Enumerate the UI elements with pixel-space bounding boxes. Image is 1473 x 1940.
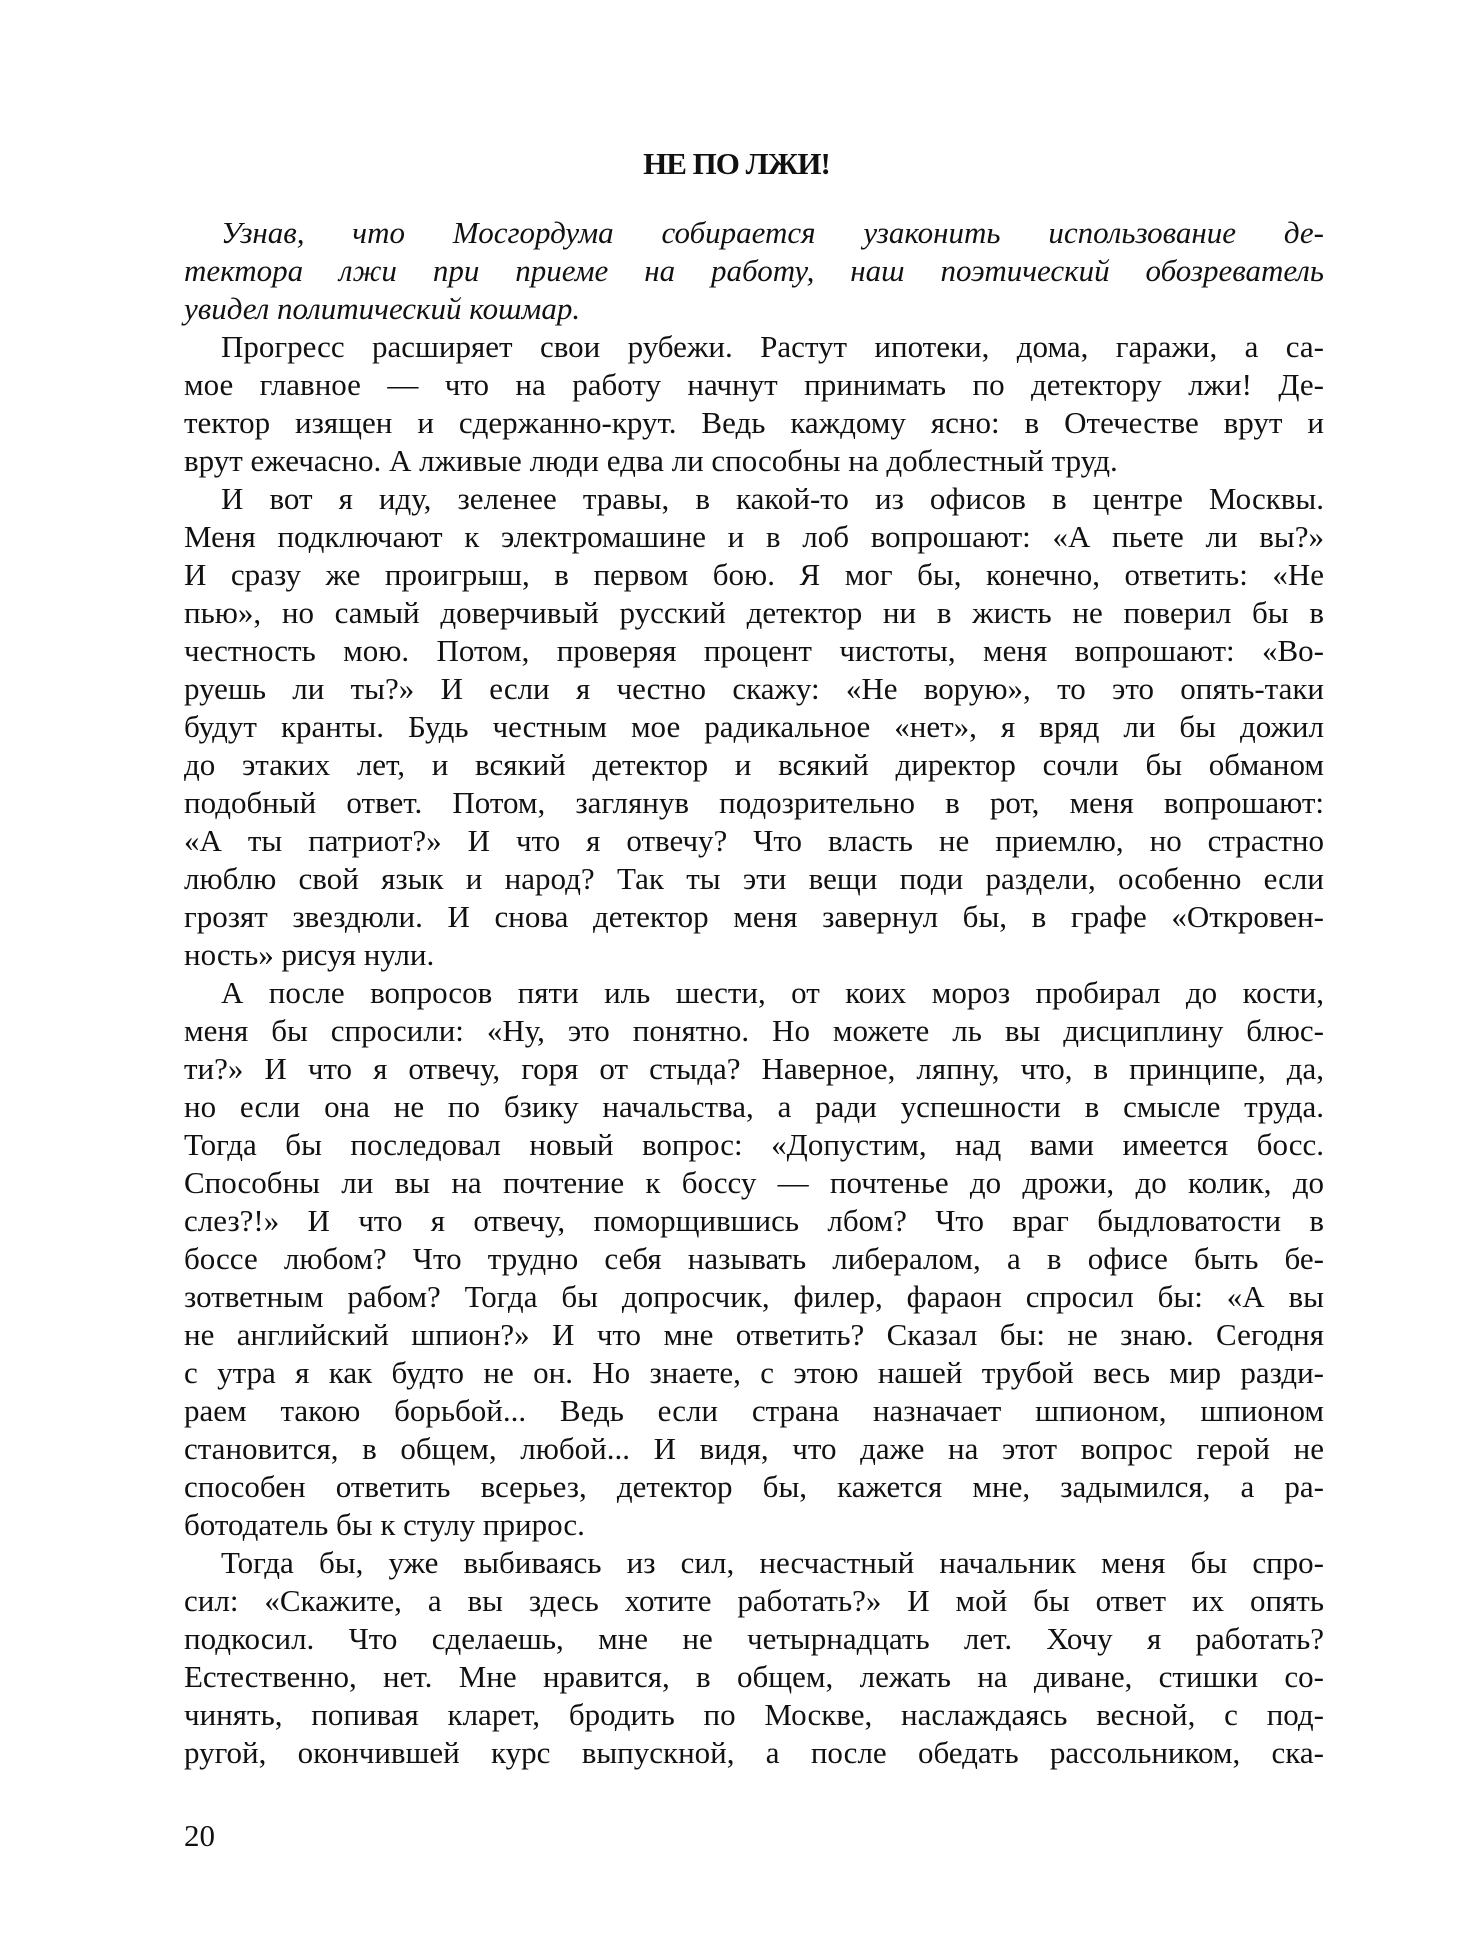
text-line: чинять, попивая кларет, бродить по Москве, наслаждаясь весной, с под- [184,1697,1324,1732]
text-line: врут ежечасно. А лживые люди едва ли способны на доблестный труд. [184,443,1118,478]
text-line: А после вопросов пяти иль шести, от коих мороз пробирал до кости, [221,975,1324,1010]
text-line: сил: «Скажите, а вы здесь хотите работать?» И мой бы ответ их опять [184,1583,1324,1618]
article-title: НЕ ПО ЛЖИ! [643,146,830,181]
text-line: Меня подключают к электромашине и в лоб вопрошают: «А пьете ли вы?» [184,519,1324,554]
text-line: ботодатель бы к стулу прирос. [184,1507,585,1542]
text-line: раем такою борьбой... Ведь если страна назначает шпионом, шпионом [184,1393,1324,1428]
text-line: увидел политический кошмар. [184,291,581,326]
text-line: тектор изящен и сдержанно-крут. Ведь каждому ясно: в Отечестве врут и [184,405,1324,440]
text-line: «А ты патриот?» И что я отвечу? Что власть не приемлю, но страстно [184,823,1324,858]
lead-paragraph [184,214,1324,328]
text-line: люблю свой язык и народ? Так ты эти вещи поди раздели, особенно если [184,861,1324,896]
text-line: честность мою. Потом, проверяя процент чистоты, меня вопрошают: «Во- [184,633,1324,668]
text-line: Способны ли вы на почтение к боссу — почтенье до дрожи, до колик, до [184,1165,1324,1200]
page-number: 20 [184,1818,215,1853]
text-line: будут кранты. Будь честным мое радикальное «нет», я вряд ли бы дожил [184,709,1324,744]
text-line: пью», но самый доверчивый русский детектор ни в жисть не поверил бы в [184,595,1324,630]
text-line: Естественно, нет. Мне нравится, в общем, лежать на диване, стишки со- [184,1659,1324,1694]
text-line: ругой, окончившей курс выпускной, а после обедать рассольником, ска- [184,1735,1324,1770]
text-line: И вот я иду, зеленее травы, в какой-то из офисов в центре Москвы. [221,481,1324,516]
text-line: с утра я как будто не он. Но знаете, с этою нашей трубой весь мир разди- [184,1355,1324,1390]
text-line: И сразу же проигрыш, в первом бою. Я мог бы, конечно, ответить: «Не [184,557,1324,592]
body-paragraph [184,1544,1324,1772]
body-paragraph [184,974,1324,1544]
text-line: грозят звездюли. И снова детектор меня завернул бы, в графе «Откровен- [184,899,1324,934]
text-line: становится, в общем, любой... И видя, что даже на этот вопрос герой не [184,1431,1324,1466]
text-line: подобный ответ. Потом, заглянув подозрительно в рот, меня вопрошают: [184,785,1324,820]
text-line: до этаких лет, и всякий детектор и всякий директор сочли бы обманом [184,747,1324,782]
text-line: меня бы спросили: «Ну, это понятно. Но можете ль вы дисциплину блюс- [184,1013,1324,1048]
text-line: руешь ли ты?» И если я честно скажу: «Не ворую», то это опять-таки [184,671,1324,706]
text-line: не английский шпион?» И что мне ответить? Сказал бы: не знаю. Сегодня [184,1317,1324,1352]
text-line: подкосил. Что сделаешь, мне не четырнадцать лет. Хочу я работать? [184,1621,1324,1656]
text-line: Узнав, что Мосгордума собирается узаконить использование де- [221,215,1324,250]
article-body [184,214,1324,1772]
text-line: ность» рисуя нули. [184,937,435,972]
text-line: зответным рабом? Тогда бы допросчик, филер, фараон спросил бы: «А вы [184,1279,1324,1314]
text-line: Тогда бы последовал новый вопрос: «Допустим, над вами имеется босс. [184,1127,1324,1162]
text-line: ти?» И что я отвечу, горя от стыда? Наверное, ляпну, что, в принципе, да, [184,1051,1324,1086]
body-paragraph [184,328,1324,480]
body-paragraph [184,480,1324,974]
text-line: Прогресс расширяет свои рубежи. Растут ипотеки, дома, гаражи, а са- [221,329,1324,364]
text-line: боссе любом? Что трудно себя называть либералом, а в офисе быть бе- [184,1241,1324,1276]
text-line: но если она не по бзику начальства, а ради успешности в смысле труда. [184,1089,1324,1124]
text-line: слез?!» И что я отвечу, поморщившись лбом? Что враг быдловатости в [184,1203,1324,1238]
text-line: Тогда бы, уже выбиваясь из сил, несчастный начальник меня бы спро- [221,1545,1324,1580]
text-line: тектора лжи при приеме на работу, наш поэтический обозреватель [184,253,1324,288]
text-line: способен ответить всерьез, детектор бы, кажется мне, задымился, а ра- [184,1469,1324,1504]
text-line: мое главное — что на работу начнут принимать по детектору лжи! Де- [184,367,1324,402]
